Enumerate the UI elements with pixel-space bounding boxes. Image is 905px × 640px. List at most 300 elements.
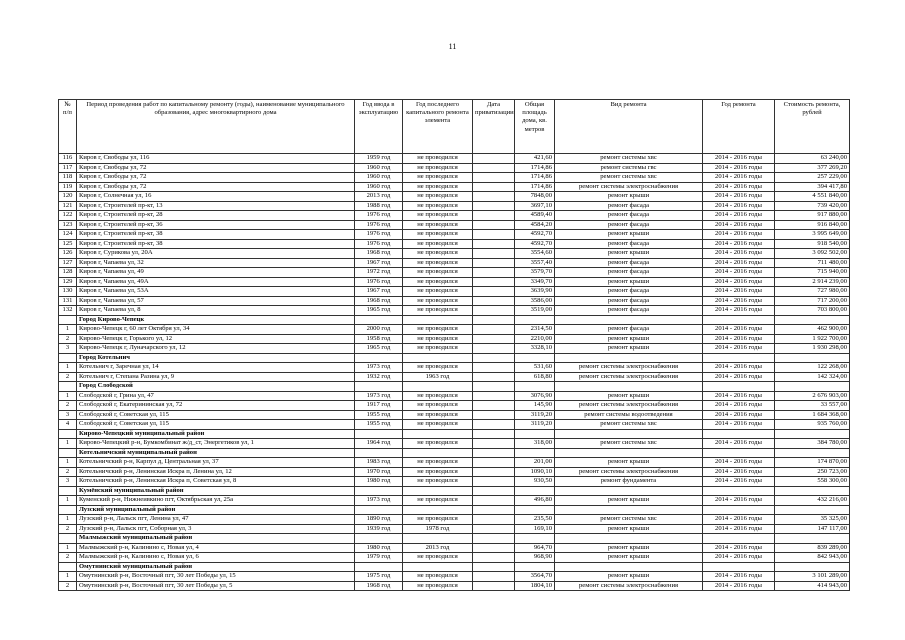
repair-years-cell: 2014 - 2016 годы <box>703 581 775 591</box>
last-repair-cell: не проводился <box>403 258 473 268</box>
repair-years-cell: 2014 - 2016 годы <box>703 401 775 411</box>
cost-cell: 711 480,00 <box>775 258 850 268</box>
row-number-cell: 120 <box>59 192 77 202</box>
section-empty-cell <box>775 534 850 544</box>
section-number-cell <box>59 505 77 515</box>
area-cell: 496,80 <box>515 496 555 506</box>
repair-years-cell: 2014 - 2016 годы <box>703 220 775 230</box>
section-empty-cell <box>555 562 703 572</box>
area-cell: 3586,00 <box>515 296 555 306</box>
section-empty-cell <box>403 505 473 515</box>
section-empty-cell <box>775 315 850 325</box>
cost-cell: 250 723,00 <box>775 467 850 477</box>
section-empty-cell <box>473 505 515 515</box>
area-cell: 169,10 <box>515 524 555 534</box>
last-repair-cell: не проводился <box>403 268 473 278</box>
built-year-cell: 1960 год <box>355 182 403 192</box>
last-repair-cell: не проводился <box>403 296 473 306</box>
area-cell: 4592,70 <box>515 239 555 249</box>
repair-register-table <box>58 99 850 591</box>
repair-type-cell: ремонт фасада <box>555 306 703 316</box>
privatization-date-cell <box>473 363 515 373</box>
last-repair-cell: не проводился <box>403 344 473 354</box>
table-row <box>59 306 850 316</box>
address-cell: Киров г, Свободы ул, 116 <box>77 154 355 164</box>
built-year-cell: 1955 год <box>355 410 403 420</box>
repair-years-cell: 2014 - 2016 годы <box>703 239 775 249</box>
address-cell: Омутнинский р-н, Восточный пгт, 30 лет Победы ул, 5 <box>77 581 355 591</box>
repair-type-cell: ремонт системы хвс <box>555 420 703 430</box>
area-cell: 2314,50 <box>515 325 555 335</box>
cost-cell: 3 101 289,00 <box>775 572 850 582</box>
area-cell: 1090,10 <box>515 467 555 477</box>
repair-years-cell: 2014 - 2016 годы <box>703 572 775 582</box>
table-row <box>59 239 850 249</box>
repair-type-cell: ремонт фасада <box>555 287 703 297</box>
address-cell: Слободской г, Советская ул, 115 <box>77 420 355 430</box>
row-number-cell: 3 <box>59 477 77 487</box>
section-empty-cell <box>703 505 775 515</box>
address-cell: Котельничский р-н, Ленинская Искра п, Советская ул, 8 <box>77 477 355 487</box>
section-number-cell <box>59 429 77 439</box>
header-number: № п/п <box>59 100 77 154</box>
last-repair-cell: не проводился <box>403 401 473 411</box>
table-row <box>59 249 850 259</box>
built-year-cell: 1939 год <box>355 524 403 534</box>
repair-type-cell: ремонт системы электроснабжения <box>555 581 703 591</box>
section-number-cell <box>59 562 77 572</box>
section-number-cell <box>59 534 77 544</box>
cost-cell: 1 684 368,00 <box>775 410 850 420</box>
built-year-cell: 1967 год <box>355 258 403 268</box>
address-cell: Киров г, Чапаева ул, 53А <box>77 287 355 297</box>
area-cell: 3119,20 <box>515 420 555 430</box>
address-cell: Киров г, Строителей пр-кт, 38 <box>77 239 355 249</box>
section-empty-cell <box>555 353 703 363</box>
area-cell: 1714,86 <box>515 173 555 183</box>
repair-type-cell: ремонт крыши <box>555 249 703 259</box>
table-row <box>59 410 850 420</box>
section-empty-cell <box>703 486 775 496</box>
cost-cell: 3 995 649,00 <box>775 230 850 240</box>
built-year-cell: 1976 год <box>355 211 403 221</box>
area-cell: 3639,90 <box>515 287 555 297</box>
section-empty-cell <box>355 505 403 515</box>
table-row <box>59 515 850 525</box>
address-cell: Киров г, Свободы ул, 72 <box>77 163 355 173</box>
section-row <box>59 505 850 515</box>
area-cell: 145,90 <box>515 401 555 411</box>
repair-years-cell: 2014 - 2016 годы <box>703 192 775 202</box>
section-empty-cell <box>473 486 515 496</box>
privatization-date-cell <box>473 477 515 487</box>
cost-cell: 558 300,00 <box>775 477 850 487</box>
section-empty-cell <box>515 562 555 572</box>
privatization-date-cell <box>473 572 515 582</box>
last-repair-cell: не проводился <box>403 277 473 287</box>
section-empty-cell <box>555 382 703 392</box>
area-cell: 968,90 <box>515 553 555 563</box>
repair-years-cell: 2014 - 2016 годы <box>703 524 775 534</box>
last-repair-cell: не проводился <box>403 287 473 297</box>
cost-cell: 839 289,00 <box>775 543 850 553</box>
cost-cell: 142 324,00 <box>775 372 850 382</box>
privatization-date-cell <box>473 344 515 354</box>
section-title: Кумёнский муниципальный район <box>77 486 355 496</box>
section-number-cell <box>59 315 77 325</box>
last-repair-cell: 1978 год <box>403 524 473 534</box>
repair-years-cell: 2014 - 2016 годы <box>703 496 775 506</box>
repair-years-cell: 2014 - 2016 годы <box>703 477 775 487</box>
last-repair-cell: не проводился <box>403 182 473 192</box>
address-cell: Слободской г, Грина ул, 47 <box>77 391 355 401</box>
section-empty-cell <box>473 382 515 392</box>
cost-cell: 63 240,00 <box>775 154 850 164</box>
row-number-cell: 1 <box>59 543 77 553</box>
repair-type-cell: ремонт фасада <box>555 268 703 278</box>
section-row <box>59 315 850 325</box>
row-number-cell: 2 <box>59 581 77 591</box>
built-year-cell: 1960 год <box>355 163 403 173</box>
repair-type-cell: ремонт крыши <box>555 572 703 582</box>
area-cell: 3564,70 <box>515 572 555 582</box>
row-number-cell: 130 <box>59 287 77 297</box>
repair-years-cell: 2014 - 2016 годы <box>703 439 775 449</box>
area-cell: 3579,70 <box>515 268 555 278</box>
privatization-date-cell <box>473 496 515 506</box>
repair-type-cell: ремонт крыши <box>555 334 703 344</box>
row-number-cell: 2 <box>59 372 77 382</box>
section-title: Омутнинский муниципальный район <box>77 562 355 572</box>
row-number-cell: 126 <box>59 249 77 259</box>
cost-cell: 715 940,00 <box>775 268 850 278</box>
repair-type-cell: ремонт крыши <box>555 230 703 240</box>
repair-years-cell: 2014 - 2016 годы <box>703 543 775 553</box>
cost-cell: 727 980,00 <box>775 287 850 297</box>
page-number: 11 <box>448 42 457 51</box>
table-row <box>59 372 850 382</box>
section-empty-cell <box>473 534 515 544</box>
row-number-cell: 4 <box>59 420 77 430</box>
table-row <box>59 163 850 173</box>
area-cell: 3119,20 <box>515 410 555 420</box>
cost-cell: 917 880,00 <box>775 211 850 221</box>
section-empty-cell <box>515 315 555 325</box>
header-area: Общая площадь дома, кв. метров <box>515 100 555 154</box>
last-repair-cell: не проводился <box>403 211 473 221</box>
section-row <box>59 382 850 392</box>
address-cell: Киров г, Строителей пр-кт, 38 <box>77 230 355 240</box>
address-cell: Малмыжский р-н, Калинино с, Новая ул, 6 <box>77 553 355 563</box>
repair-type-cell: ремонт системы гвс <box>555 163 703 173</box>
last-repair-cell: не проводился <box>403 363 473 373</box>
section-empty-cell <box>775 448 850 458</box>
last-repair-cell: не проводился <box>403 334 473 344</box>
repair-years-cell: 2014 - 2016 годы <box>703 325 775 335</box>
row-number-cell: 3 <box>59 410 77 420</box>
address-cell: Омутнинский р-н, Восточный пгт, 30 лет Победы ул, 15 <box>77 572 355 582</box>
section-row <box>59 486 850 496</box>
section-title: Малмыжский муниципальный район <box>77 534 355 544</box>
privatization-date-cell <box>473 230 515 240</box>
cost-cell: 935 760,00 <box>775 420 850 430</box>
address-cell: Киров г, Чапаева ул, 32 <box>77 258 355 268</box>
row-number-cell: 119 <box>59 182 77 192</box>
section-empty-cell <box>515 486 555 496</box>
section-empty-cell <box>775 353 850 363</box>
repair-type-cell: ремонт системы электроснабжения <box>555 401 703 411</box>
last-repair-cell: не проводился <box>403 581 473 591</box>
repair-years-cell: 2014 - 2016 годы <box>703 306 775 316</box>
cost-cell: 842 943,00 <box>775 553 850 563</box>
header-built-year: Год ввода в эксплуатацию <box>355 100 403 154</box>
built-year-cell: 1955 год <box>355 420 403 430</box>
last-repair-cell: не проводился <box>403 410 473 420</box>
repair-years-cell: 2014 - 2016 годы <box>703 154 775 164</box>
repair-years-cell: 2014 - 2016 годы <box>703 334 775 344</box>
built-year-cell: 1932 год <box>355 372 403 382</box>
section-empty-cell <box>775 486 850 496</box>
repair-type-cell: ремонт фасада <box>555 211 703 221</box>
privatization-date-cell <box>473 249 515 259</box>
privatization-date-cell <box>473 211 515 221</box>
row-number-cell: 1 <box>59 391 77 401</box>
built-year-cell: 1960 год <box>355 173 403 183</box>
last-repair-cell: 1963 год <box>403 372 473 382</box>
section-empty-cell <box>403 486 473 496</box>
table-row <box>59 192 850 202</box>
last-repair-cell: не проводился <box>403 420 473 430</box>
address-cell: Киров г, Свободы ул, 72 <box>77 173 355 183</box>
row-number-cell: 132 <box>59 306 77 316</box>
cost-cell: 394 417,80 <box>775 182 850 192</box>
row-number-cell: 1 <box>59 325 77 335</box>
section-title: Город Кирово-Чепецк <box>77 315 355 325</box>
area-cell: 421,60 <box>515 154 555 164</box>
privatization-date-cell <box>473 325 515 335</box>
table-row <box>59 391 850 401</box>
privatization-date-cell <box>473 192 515 202</box>
section-empty-cell <box>703 382 775 392</box>
section-title: Город Котельнич <box>77 353 355 363</box>
last-repair-cell: не проводился <box>403 239 473 249</box>
section-empty-cell <box>555 486 703 496</box>
table-row <box>59 154 850 164</box>
built-year-cell: 1976 год <box>355 220 403 230</box>
header-privatization-date: Дата приватизации <box>473 100 515 154</box>
table-row <box>59 420 850 430</box>
privatization-date-cell <box>473 439 515 449</box>
repair-years-cell: 2014 - 2016 годы <box>703 410 775 420</box>
row-number-cell: 118 <box>59 173 77 183</box>
address-cell: Кирово-Чепецк г, 60 лет Октября ул, 34 <box>77 325 355 335</box>
section-empty-cell <box>703 315 775 325</box>
area-cell: 4584,20 <box>515 220 555 230</box>
area-cell: 4592,70 <box>515 230 555 240</box>
privatization-date-cell <box>473 581 515 591</box>
address-cell: Котельничский р-н, Ленинская Искра п, Ленина ул, 12 <box>77 467 355 477</box>
built-year-cell: 1968 год <box>355 581 403 591</box>
built-year-cell: 1959 год <box>355 154 403 164</box>
header-repair-years: Год ремонта <box>703 100 775 154</box>
section-empty-cell <box>515 353 555 363</box>
address-cell: Куменский р-н, Нижнеивкино пгт, Октябрьская ул, 25а <box>77 496 355 506</box>
row-number-cell: 128 <box>59 268 77 278</box>
area-cell: 2210,00 <box>515 334 555 344</box>
section-title: Кирово-Чепецкий муниципальный район <box>77 429 355 439</box>
section-empty-cell <box>403 315 473 325</box>
cost-cell: 257 229,00 <box>775 173 850 183</box>
last-repair-cell: не проводился <box>403 496 473 506</box>
section-row <box>59 353 850 363</box>
repair-type-cell: ремонт фасада <box>555 258 703 268</box>
row-number-cell: 131 <box>59 296 77 306</box>
section-empty-cell <box>403 429 473 439</box>
table-row <box>59 458 850 468</box>
cost-cell: 739 420,00 <box>775 201 850 211</box>
last-repair-cell: не проводился <box>403 325 473 335</box>
last-repair-cell: не проводился <box>403 553 473 563</box>
area-cell: 531,60 <box>515 363 555 373</box>
repair-type-cell: ремонт системы электроснабжения <box>555 363 703 373</box>
cost-cell: 2 676 903,00 <box>775 391 850 401</box>
cost-cell: 147 117,00 <box>775 524 850 534</box>
privatization-date-cell <box>473 173 515 183</box>
cost-cell: 384 780,00 <box>775 439 850 449</box>
address-cell: Киров г, Строителей пр-кт, 13 <box>77 201 355 211</box>
cost-cell: 717 200,00 <box>775 296 850 306</box>
area-cell: 235,50 <box>515 515 555 525</box>
section-empty-cell <box>355 353 403 363</box>
section-empty-cell <box>555 429 703 439</box>
area-cell: 3519,00 <box>515 306 555 316</box>
address-cell: Котельнич г, Заречная ул, 14 <box>77 363 355 373</box>
built-year-cell: 1976 год <box>355 277 403 287</box>
last-repair-cell: не проводился <box>403 163 473 173</box>
repair-years-cell: 2014 - 2016 годы <box>703 467 775 477</box>
section-empty-cell <box>473 429 515 439</box>
section-empty-cell <box>555 534 703 544</box>
address-cell: Киров г, Чапаева ул, 8 <box>77 306 355 316</box>
repair-years-cell: 2014 - 2016 годы <box>703 268 775 278</box>
row-number-cell: 1 <box>59 458 77 468</box>
built-year-cell: 1970 год <box>355 467 403 477</box>
row-number-cell: 125 <box>59 239 77 249</box>
table-row <box>59 344 850 354</box>
section-title: Лузский муниципальный район <box>77 505 355 515</box>
last-repair-cell: не проводился <box>403 201 473 211</box>
table-row <box>59 211 850 221</box>
repair-type-cell: ремонт крыши <box>555 543 703 553</box>
built-year-cell: 1988 год <box>355 201 403 211</box>
row-number-cell: 116 <box>59 154 77 164</box>
built-year-cell: 1983 год <box>355 458 403 468</box>
privatization-date-cell <box>473 239 515 249</box>
repair-years-cell: 2014 - 2016 годы <box>703 182 775 192</box>
table-row <box>59 220 850 230</box>
address-cell: Слободской г, Екатерининская ул, 72 <box>77 401 355 411</box>
section-number-cell <box>59 486 77 496</box>
table-row <box>59 581 850 591</box>
repair-type-cell: ремонт крыши <box>555 277 703 287</box>
repair-years-cell: 2014 - 2016 годы <box>703 173 775 183</box>
privatization-date-cell <box>473 553 515 563</box>
area-cell: 318,00 <box>515 439 555 449</box>
cost-cell: 377 269,20 <box>775 163 850 173</box>
section-empty-cell <box>775 382 850 392</box>
address-cell: Кирово-Чепецк г, Горького ул, 12 <box>77 334 355 344</box>
privatization-date-cell <box>473 458 515 468</box>
section-number-cell <box>59 448 77 458</box>
last-repair-cell: не проводился <box>403 515 473 525</box>
last-repair-cell: не проводился <box>403 173 473 183</box>
cost-cell: 1 930 298,00 <box>775 344 850 354</box>
row-number-cell: 1 <box>59 515 77 525</box>
last-repair-cell: не проводился <box>403 192 473 202</box>
repair-type-cell: ремонт фасада <box>555 201 703 211</box>
repair-type-cell: ремонт системы электроснабжения <box>555 467 703 477</box>
last-repair-cell: не проводился <box>403 306 473 316</box>
privatization-date-cell <box>473 515 515 525</box>
table-body <box>59 154 850 591</box>
table-row <box>59 363 850 373</box>
table-row <box>59 524 850 534</box>
privatization-date-cell <box>473 268 515 278</box>
address-cell: Киров г, Чапаева ул, 49 <box>77 268 355 278</box>
table-row <box>59 182 850 192</box>
area-cell: 201,00 <box>515 458 555 468</box>
repair-type-cell: ремонт системы электроснабжения <box>555 372 703 382</box>
section-row <box>59 448 850 458</box>
privatization-date-cell <box>473 220 515 230</box>
last-repair-cell: 2013 год <box>403 543 473 553</box>
table-row <box>59 230 850 240</box>
repair-type-cell: ремонт крыши <box>555 524 703 534</box>
table-row <box>59 173 850 183</box>
privatization-date-cell <box>473 410 515 420</box>
last-repair-cell: не проводился <box>403 391 473 401</box>
built-year-cell: 1979 год <box>355 553 403 563</box>
repair-type-cell: ремонт крыши <box>555 391 703 401</box>
built-year-cell: 1964 год <box>355 439 403 449</box>
table-row <box>59 296 850 306</box>
repair-years-cell: 2014 - 2016 годы <box>703 363 775 373</box>
address-cell: Киров г, Строителей пр-кт, 36 <box>77 220 355 230</box>
repair-years-cell: 2014 - 2016 годы <box>703 553 775 563</box>
row-number-cell: 123 <box>59 220 77 230</box>
privatization-date-cell <box>473 391 515 401</box>
section-title: Город Слободской <box>77 382 355 392</box>
privatization-date-cell <box>473 163 515 173</box>
table-row <box>59 325 850 335</box>
repair-years-cell: 2014 - 2016 годы <box>703 515 775 525</box>
table-header-row <box>59 100 850 154</box>
built-year-cell: 1965 год <box>355 306 403 316</box>
last-repair-cell: не проводился <box>403 230 473 240</box>
built-year-cell: 1967 год <box>355 287 403 297</box>
section-empty-cell <box>703 448 775 458</box>
built-year-cell: 1965 год <box>355 344 403 354</box>
row-number-cell: 2 <box>59 334 77 344</box>
address-cell: Киров г, Сурикова ул, 20А <box>77 249 355 259</box>
area-cell: 3554,60 <box>515 249 555 259</box>
table-row <box>59 477 850 487</box>
section-title: Котельничский муниципальный район <box>77 448 355 458</box>
table-row <box>59 496 850 506</box>
repair-years-cell: 2014 - 2016 годы <box>703 296 775 306</box>
section-empty-cell <box>515 448 555 458</box>
section-empty-cell <box>703 562 775 572</box>
